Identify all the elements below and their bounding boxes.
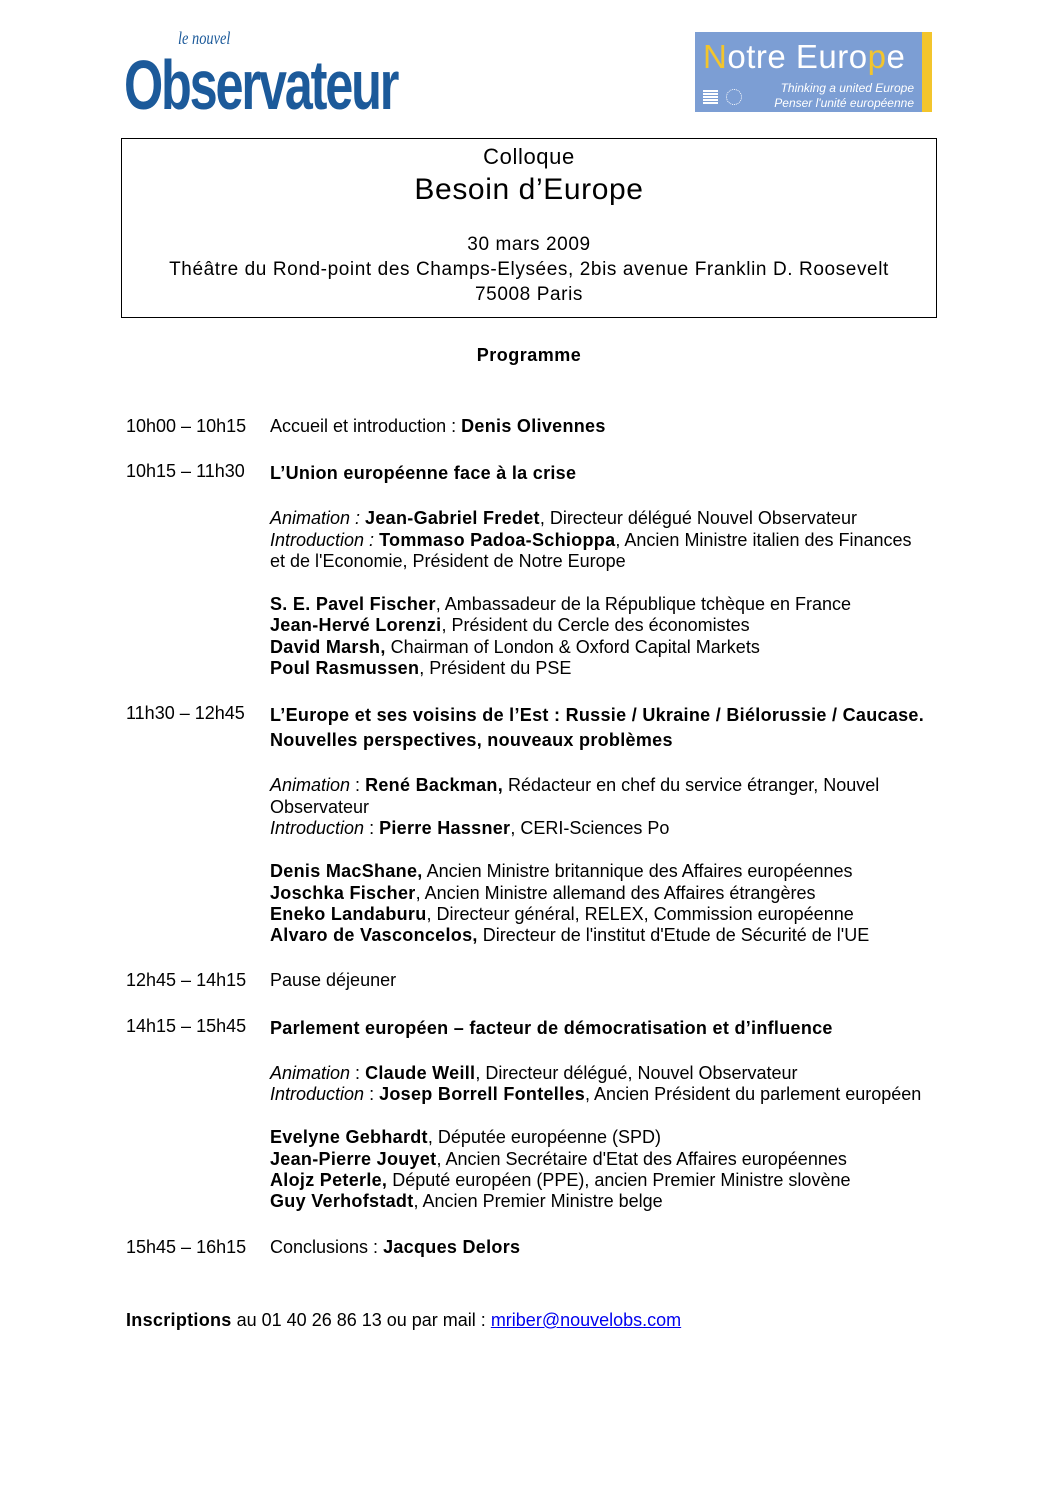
programme-heading: Programme (476, 345, 582, 365)
event-date: 30 mars 2009 (467, 234, 591, 255)
speaker-name: Guy Verhofstadt (270, 1191, 414, 1212)
speaker-name: Claude Weill (365, 1062, 476, 1083)
speaker-description: : (350, 1062, 366, 1083)
speaker-name: David Marsh, (270, 636, 386, 657)
speaker-name: Evelyne Gebhardt (270, 1127, 428, 1148)
session-title (270, 1237, 926, 1258)
session-time: 10h15 – 11h30 (126, 461, 245, 482)
role-label: Introduction : (270, 529, 380, 550)
notre-europe-logo (695, 32, 932, 112)
speaker-description: , Ambassadeur de la République tchèque en France (435, 594, 852, 615)
event-city: 75008 Paris (474, 284, 583, 305)
moderators-block (270, 508, 926, 572)
session-title (270, 461, 926, 486)
speaker-name: Pierre Hassner (379, 817, 511, 838)
speaker-description: : (364, 817, 380, 838)
registration-label: Inscriptions (126, 1310, 232, 1330)
speaker-name: Alojz Peterle, (270, 1169, 388, 1190)
speaker-description: Ancien Ministre britannique des Affaires européennes (422, 861, 853, 882)
speaker-name: Tommaso Padoa-Schioppa (379, 529, 616, 550)
session-title (270, 970, 926, 991)
session-title (270, 1016, 926, 1041)
session-content (270, 1016, 926, 1213)
session-content (270, 416, 926, 437)
title-segment: Accueil et introduction : (270, 416, 462, 436)
notre-europe-tagline-fr: Penser l'unité européenne (774, 96, 914, 110)
programme-session (126, 1237, 926, 1258)
email-link[interactable]: mriber@nouvelobs.com (490, 1310, 682, 1330)
title-segment: Jacques Delors (383, 1236, 521, 1257)
yellow-strip (922, 32, 932, 112)
event-venue: Théâtre du Rond-point des Champs-Elysées, 2bis avenue Franklin D. Roosevelt (169, 259, 889, 280)
nouvel-observateur-logo (124, 28, 398, 124)
moderators-block (270, 1063, 926, 1106)
session-content (270, 703, 926, 946)
event-header-box (121, 138, 937, 318)
speaker-name: Denis MacShane, (270, 861, 423, 882)
title-segment: Parlement européen – facteur de démocratisation et d’influence (270, 1017, 833, 1038)
logo-text-big: Observateur (124, 46, 398, 124)
speaker-description: , Président du Cercle des économistes (441, 615, 750, 636)
speaker-line (270, 658, 926, 679)
speaker-description: , Président du PSE (419, 658, 572, 679)
programme-session (126, 1016, 926, 1213)
speaker-line (270, 904, 926, 925)
speaker-line (270, 637, 926, 658)
speaker-line (270, 1084, 926, 1105)
speaker-line (270, 1170, 926, 1191)
title-segment: Conclusions : (270, 1236, 384, 1257)
speaker-description: : (364, 1084, 380, 1105)
speaker-name: René Backman, (365, 775, 504, 796)
speaker-line (270, 1063, 926, 1084)
session-time: 14h15 – 15h45 (126, 1015, 247, 1036)
speaker-description: Directeur de l'institut d'Etude de Sécurité de l'UE (477, 925, 870, 946)
moderators-block (270, 775, 926, 839)
speaker-name: Jean-Pierre Jouyet (270, 1148, 437, 1169)
speaker-name: Eneko Landaburu (270, 903, 427, 924)
speaker-line (270, 594, 926, 615)
programme-session (126, 970, 926, 991)
session-title (270, 416, 926, 437)
speaker-line (270, 925, 926, 946)
registration-info (126, 1310, 681, 1331)
speaker-name: Jean-Hervé Lorenzi (270, 615, 442, 636)
session-time: 15h45 – 16h15 (126, 1236, 247, 1257)
programme-session (126, 461, 926, 679)
session-content (270, 1237, 926, 1258)
title-segment: L’Europe et ses voisins de l’Est : Russie / Ukraine / Biélorussie / Caucase. Nouvelles perspectives, nouveaux problèmes (270, 705, 925, 751)
speaker-description: , Ancien Président du parlement européen (585, 1084, 922, 1105)
programme-session (126, 703, 926, 946)
speaker-description: Chairman of London & Oxford Capital Markets (385, 636, 760, 657)
title-segment: Denis Olivennes (461, 416, 606, 436)
speaker-line (270, 1149, 926, 1170)
document-icon (703, 90, 718, 104)
notre-europe-tagline-en: Thinking a united Europe (780, 81, 914, 95)
speaker-description: Député européen (PPE), ancien Premier Ministre slovène (387, 1169, 851, 1190)
speaker-line (270, 775, 926, 818)
speaker-description: , CERI-Sciences Po (510, 817, 670, 838)
speaker-description: , Directeur délégué Nouvel Observateur (539, 508, 857, 529)
role-label: Animation (270, 1062, 351, 1083)
session-content (270, 970, 926, 991)
programme-list (126, 416, 926, 1282)
title-segment: L’Union européenne face à la crise (270, 463, 577, 484)
speaker-line (270, 508, 926, 529)
speaker-line (270, 615, 926, 636)
speaker-name: Alvaro de Vasconcelos, (270, 925, 478, 946)
speaker-line (270, 818, 926, 839)
speaker-description: , Députée européenne (SPD) (427, 1127, 662, 1148)
speaker-line (270, 1127, 926, 1148)
role-label: Introduction (270, 1084, 365, 1105)
title-segment: Pause déjeuner (270, 970, 397, 991)
speaker-description: Rédacteur en chef du service étranger, Nouvel Observateur (270, 775, 880, 817)
speaker-description: , Ancien Ministre italien des Finances et de l'Economie, Président de Notre Europe (270, 529, 912, 571)
speaker-line (270, 1191, 926, 1212)
speaker-description: : (350, 775, 366, 796)
speaker-description: , Ancien Premier Ministre belge (413, 1191, 663, 1212)
notre-europe-title: Notre Europe (703, 38, 906, 75)
session-time: 10h00 – 10h15 (126, 416, 247, 436)
programme-session (126, 416, 926, 437)
session-content (270, 461, 926, 679)
speaker-name: S. E. Pavel Fischer (270, 594, 436, 615)
speaker-name: Jean-Gabriel Fredet (365, 508, 540, 529)
speaker-description: , Directeur général, RELEX, Commission européenne (426, 903, 854, 924)
speaker-description: , Ancien Ministre allemand des Affaires étrangères (415, 882, 816, 903)
speaker-line (270, 861, 926, 882)
registration-text: au 01 40 26 86 13 ou par mail : (231, 1310, 491, 1330)
role-label: Introduction (270, 817, 365, 838)
speaker-description: , Ancien Secrétaire d'Etat des Affaires européennes (436, 1148, 847, 1169)
session-title (270, 703, 926, 753)
speaker-line (270, 530, 926, 573)
speaker-line (270, 883, 926, 904)
session-time: 11h30 – 12h45 (126, 703, 245, 724)
event-kicker: Colloque (483, 144, 575, 169)
logo-text-small: le nouvel (178, 28, 231, 48)
speaker-name: Poul Rasmussen (270, 658, 420, 679)
speakers-block (270, 861, 926, 946)
speakers-block (270, 594, 926, 679)
speaker-description: , Directeur délégué, Nouvel Observateur (475, 1062, 798, 1083)
speaker-name: Joschka Fischer (270, 882, 416, 903)
role-label: Animation (270, 775, 351, 796)
eu-stars-icon (726, 89, 742, 105)
speaker-name: Josep Borrell Fontelles (379, 1084, 586, 1105)
speakers-block (270, 1127, 926, 1212)
session-time: 12h45 – 14h15 (126, 970, 247, 991)
event-title: Besoin d’Europe (414, 173, 644, 206)
role-label: Animation : (270, 508, 366, 529)
